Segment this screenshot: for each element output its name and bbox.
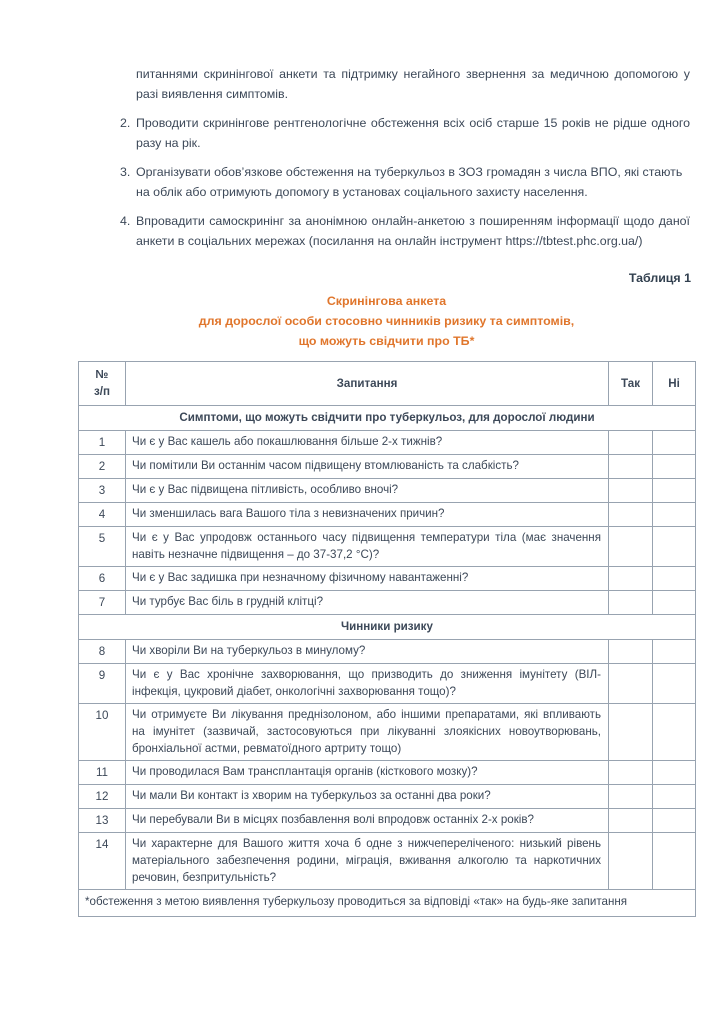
answer-cell-no[interactable]: [653, 455, 696, 479]
list-item-text: Організувати обов’язкове обстеження на туберкульоз в ЗОЗ громадян з числа ВПО, які стають на облік або отримують допомогу в установах соціального захисту населення.: [136, 165, 683, 199]
answer-cell-yes[interactable]: [609, 527, 653, 567]
table-footnote: *обстеження з метою виявлення туберкульозу проводиться за відповіді «так» на будь-яке запитання: [79, 890, 696, 917]
answer-cell-yes[interactable]: [609, 431, 653, 455]
row-number: 11: [79, 761, 126, 785]
row-number: 1: [79, 431, 126, 455]
table-row: [79, 761, 696, 785]
list-item-number: 3.: [120, 165, 131, 179]
answer-cell-no[interactable]: [653, 704, 696, 761]
column-header-number: [79, 362, 126, 406]
answer-cell-no[interactable]: [653, 431, 696, 455]
row-number: 4: [79, 503, 126, 527]
answer-cell-yes[interactable]: [609, 833, 653, 890]
row-number: 13: [79, 809, 126, 833]
table-row: [79, 527, 696, 567]
answer-cell-no[interactable]: [653, 567, 696, 591]
answer-cell-yes[interactable]: [609, 567, 653, 591]
list-item-number: 4.: [120, 214, 131, 228]
answer-cell-yes[interactable]: [609, 479, 653, 503]
answer-cell-no[interactable]: [653, 591, 696, 615]
table-header-row: [79, 362, 696, 406]
row-number: 3: [79, 479, 126, 503]
column-header-question: Запитання: [126, 362, 609, 406]
table-row: [79, 503, 696, 527]
answer-cell-no[interactable]: [653, 785, 696, 809]
row-number: 2: [79, 455, 126, 479]
column-header-no: Ні: [653, 362, 696, 406]
answer-cell-no[interactable]: [653, 761, 696, 785]
column-header-number-line1: №: [95, 368, 109, 381]
table-title-line-1: Скринінгова анкета: [326, 294, 447, 308]
row-question: Чи мали Ви контакт із хворим на туберкульоз за останні два роки?: [126, 785, 609, 809]
answer-cell-yes[interactable]: [609, 664, 653, 704]
row-question: Чи є у Вас упродовж останнього часу підвищення температури тіла (має значення навіть незначне підвищення – до 37-37,2 °C)?: [126, 527, 609, 567]
row-question: Чи хворіли Ви на туберкульоз в минулому?: [126, 640, 609, 664]
answer-cell-no[interactable]: [653, 833, 696, 890]
table-number-label: Таблиця 1: [628, 271, 691, 285]
table-row: [79, 785, 696, 809]
answer-cell-yes[interactable]: [609, 640, 653, 664]
answer-cell-yes[interactable]: [609, 761, 653, 785]
table-row: [79, 664, 696, 704]
answer-cell-no[interactable]: [653, 809, 696, 833]
row-number: 10: [79, 704, 126, 761]
answer-cell-no[interactable]: [653, 527, 696, 567]
table-title-block: [78, 291, 695, 351]
table-row: [79, 833, 696, 890]
table-footnote-row: [79, 890, 696, 917]
section-header-row-symptoms: [79, 406, 696, 431]
intro-text-block: [120, 64, 690, 251]
answer-cell-no[interactable]: [653, 503, 696, 527]
answer-cell-yes[interactable]: [609, 785, 653, 809]
section-title-symptoms: Симптоми, що можуть свідчити про туберкульоз, для дорослої людини: [79, 406, 696, 431]
row-question: Чи є у Вас підвищена пітливість, особливо вночі?: [126, 479, 609, 503]
list-item: [120, 211, 690, 251]
table-row: [79, 479, 696, 503]
row-number: 9: [79, 664, 126, 704]
table-row: [79, 704, 696, 761]
list-item-text: Проводити скринінгове рентгенологічне обстеження всіх осіб старше 15 років не рідше одного разу на рік.: [136, 116, 690, 150]
row-question: Чи помітили Ви останнім часом підвищену втомлюваність та слабкість?: [126, 455, 609, 479]
column-header-yes: Так: [609, 362, 653, 406]
row-question: Чи є у Вас кашель або покашлювання більше 2-х тижнів?: [126, 431, 609, 455]
answer-cell-no[interactable]: [653, 640, 696, 664]
answer-cell-yes[interactable]: [609, 704, 653, 761]
table-row: [79, 455, 696, 479]
row-question: Чи зменшилась вага Вашого тіла з невизначених причин?: [126, 503, 609, 527]
screening-questionnaire-table: [78, 361, 696, 917]
row-number: 14: [79, 833, 126, 890]
row-question: Чи перебували Ви в місцях позбавлення волі впродовж останніх 2-х років?: [126, 809, 609, 833]
column-header-number-line2: з/п: [94, 385, 110, 398]
section-title-risk-factors: Чинники ризику: [79, 615, 696, 640]
answer-cell-no[interactable]: [653, 664, 696, 704]
list-item: [120, 162, 690, 202]
row-question: Чи турбує Вас біль в грудній клітці?: [126, 591, 609, 615]
row-question: Чи є у Вас задишка при незначному фізичному навантаженні?: [126, 567, 609, 591]
row-number: 8: [79, 640, 126, 664]
answer-cell-yes[interactable]: [609, 809, 653, 833]
answer-cell-yes[interactable]: [609, 591, 653, 615]
row-question: Чи характерне для Вашого життя хоча б одне з нижчепереліченого: низький рівень матеріального забезпечення родини, міграція, вживання алкоголю та наркотичних речовин, безпритульність?: [126, 833, 609, 890]
row-number: 7: [79, 591, 126, 615]
section-header-row-risk-factors: [79, 615, 696, 640]
answer-cell-yes[interactable]: [609, 455, 653, 479]
table-row: [79, 567, 696, 591]
row-question: Чи є у Вас хронічне захворювання, що призводить до зниження імунітету (ВІЛ-інфекція, цукровий діабет, онкологічні захворювання тощо)?: [126, 664, 609, 704]
table-row: [79, 809, 696, 833]
row-question: Чи проводилася Вам трансплантація органів (кісткового мозку)?: [126, 761, 609, 785]
table-row: [79, 640, 696, 664]
table-row: [79, 431, 696, 455]
answer-cell-no[interactable]: [653, 479, 696, 503]
table-row: [79, 591, 696, 615]
row-number: 5: [79, 527, 126, 567]
table-title-line-2: для дорослої особи стосовно чинників ризику та симптомів,: [198, 314, 575, 328]
list-item-number: 2.: [120, 116, 131, 130]
list-item-text: Впровадити самоскринінг за анонімною онлайн-анкетою з поширенням інформації щодо даної анкети в соціальних мережах (посилання на онлайн інструмент https://tbtest.phc.org.ua/): [136, 214, 690, 248]
list-item: [120, 113, 690, 153]
row-question: Чи отримуєте Ви лікування преднізолоном, або іншими препаратами, які впливають на імунітет (зазвичай, застосовуються при лікуванні злоякісних новоутворювань, бронхіальної астми, ревматоїдного артриту тощо): [126, 704, 609, 761]
table-title-line-3: що можуть свідчити про ТБ*: [298, 334, 475, 348]
answer-cell-yes[interactable]: [609, 503, 653, 527]
intro-continuation-paragraph: питаннями скринінгової анкети та підтримку негайного звернення за медичною допомогою у разі виявлення симптомів.: [136, 67, 690, 101]
row-number: 6: [79, 567, 126, 591]
row-number: 12: [79, 785, 126, 809]
